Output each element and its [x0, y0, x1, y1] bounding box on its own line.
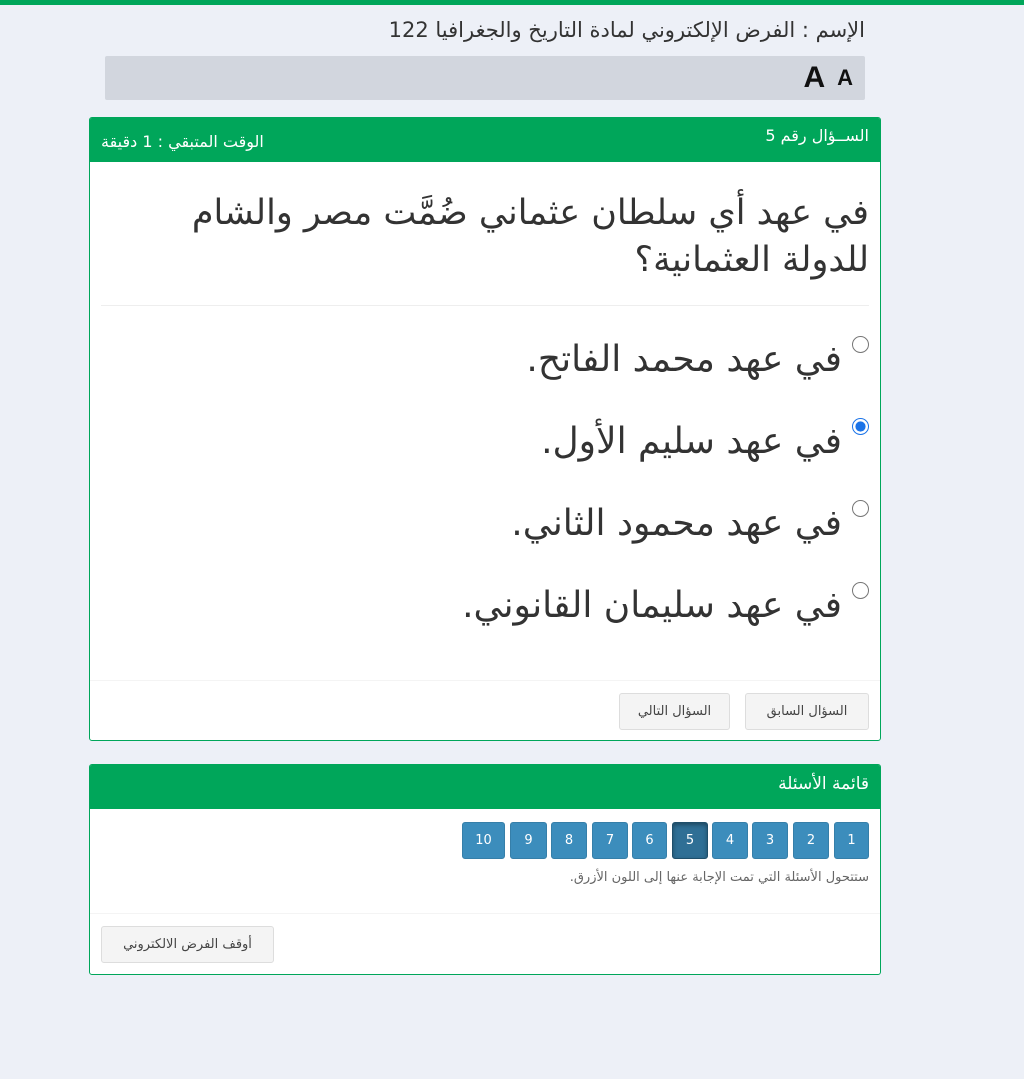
stop-exam-button[interactable]: أوقف الفرض الالكتروني — [101, 926, 274, 963]
answer-option-2[interactable] — [109, 411, 869, 471]
font-decrease-button[interactable]: A — [837, 65, 853, 90]
question-button-4[interactable]: 4 — [712, 822, 748, 859]
question-button-1[interactable]: 1 — [834, 822, 869, 859]
font-increase-button[interactable]: A — [803, 61, 826, 94]
answer-radio-3[interactable] — [852, 500, 869, 517]
question-card-header — [90, 118, 880, 162]
answer-label-4: في عهد سليمان القانوني. — [462, 585, 842, 626]
question-list-card — [89, 764, 881, 975]
question-button-9[interactable]: 9 — [510, 822, 547, 859]
question-button-5[interactable]: 5 — [672, 822, 708, 859]
question-divider — [101, 305, 869, 306]
question-card-footer — [90, 680, 880, 741]
answer-label-3: في عهد محمود الثاني. — [511, 503, 842, 544]
remaining-time: الوقت المتبقي : 1 دقيقة — [101, 132, 264, 151]
answer-label-2: في عهد سليم الأول. — [541, 421, 842, 462]
answer-option-4[interactable] — [109, 575, 869, 635]
font-size-toolbar — [105, 56, 865, 100]
answer-radio-4[interactable] — [852, 582, 869, 599]
answer-option-3[interactable] — [109, 493, 869, 553]
question-button-8[interactable]: 8 — [551, 822, 587, 859]
answered-hint: ستتحول الأسئلة التي تمت الإجابة عنها إلى اللون الأزرق. — [569, 870, 869, 885]
question-buttons — [109, 822, 869, 859]
answer-radio-1[interactable] — [852, 336, 869, 353]
question-list-footer — [90, 913, 880, 975]
question-text: في عهد أي سلطان عثماني ضُمَّت مصر والشام للدولة العثمانية؟ — [191, 193, 869, 280]
exam-title: الإسم : الفرض الإلكتروني لمادة التاريخ والجغرافيا 122 — [388, 18, 865, 42]
question-number: الســؤال رقم 5 — [765, 126, 869, 145]
top-accent-bar — [0, 0, 1024, 5]
answer-option-1[interactable] — [109, 329, 869, 389]
question-button-10[interactable]: 10 — [462, 822, 505, 859]
question-list-header — [90, 765, 880, 809]
question-button-2[interactable]: 2 — [793, 822, 829, 859]
question-list-title: قائمة الأسئلة — [778, 774, 869, 794]
answer-label-1: في عهد محمد الفاتح. — [526, 339, 842, 380]
question-button-7[interactable]: 7 — [592, 822, 628, 859]
next-question-button[interactable]: السؤال التالي — [619, 693, 730, 730]
answer-radio-2[interactable] — [852, 418, 869, 435]
question-card — [89, 117, 881, 741]
question-button-6[interactable]: 6 — [632, 822, 667, 859]
previous-question-button[interactable]: السؤال السابق — [745, 693, 869, 730]
question-button-3[interactable]: 3 — [752, 822, 788, 859]
